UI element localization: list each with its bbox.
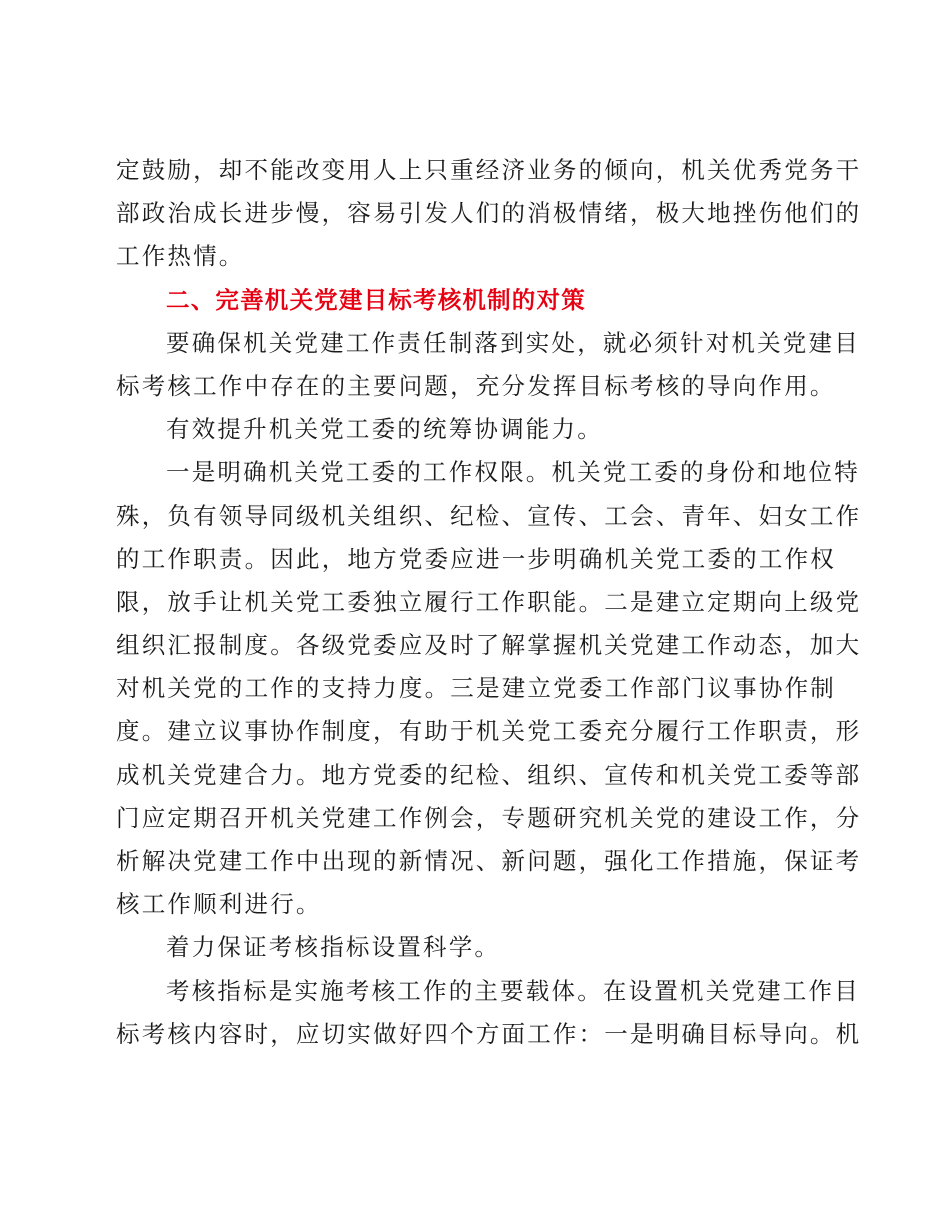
body-line: 定鼓励，却不能改变用人上只重经济业务的倾向，机关优秀党务干: [116, 156, 862, 184]
body-line: 度。建立议事协作制度，有助于机关党工委充分履行工作职责，形: [116, 717, 862, 746]
body-line: 一是明确机关党工委的工作权限。机关党工委的身份和地位特: [166, 458, 860, 487]
subsection-line: 着力保证考核指标设置科学。: [166, 933, 501, 962]
subsection-line: 有效提升机关党工委的统筹协调能力。: [166, 415, 603, 444]
document-body: [116, 149, 862, 1056]
body-line: 工作热情。: [116, 242, 245, 271]
body-line: 的工作职责。因此，地方党委应进一步明确机关党工委的工作权: [116, 544, 836, 573]
body-line: 标考核内容时，应切实做好四个方面工作：一是明确目标导向。机: [116, 1019, 862, 1048]
section-heading: 二、完善机关党建目标考核机制的对策: [166, 285, 586, 314]
body-line: 考核指标是实施考核工作的主要载体。在设置机关党建工作目: [166, 976, 860, 1005]
body-line: 对机关党的工作的支持力度。三是建立党委工作部门议事协作制: [116, 674, 836, 703]
body-line: 限，放手让机关党工委独立履行工作职能。二是建立定期向上级党: [116, 587, 862, 616]
body-line: 殊，负有领导同级机关组织、纪检、宣传、工会、青年、妇女工作: [116, 501, 862, 530]
body-line: 部政治成长进步慢，容易引发人们的消极情绪，极大地挫伤他们的: [116, 199, 862, 228]
body-line: 要确保机关党建工作责任制落到实处，就必须针对机关党建目: [166, 328, 860, 357]
body-line: 析解决党建工作中出现的新情况、新问题，强化工作措施，保证考: [116, 847, 862, 875]
body-line: 核工作顺利进行。: [116, 890, 322, 919]
body-line: 成机关党建合力。地方党委的纪检、组织、宣传和机关党工委等部: [116, 760, 862, 789]
body-line: 组织汇报制度。各级党委应及时了解掌握机关党建工作动态，加大: [116, 631, 862, 660]
body-line: 门应定期召开机关党建工作例会，专题研究机关党的建设工作，分: [116, 803, 862, 832]
body-line: 标考核工作中存在的主要问题，充分发挥目标考核的导向作用。: [116, 371, 836, 400]
